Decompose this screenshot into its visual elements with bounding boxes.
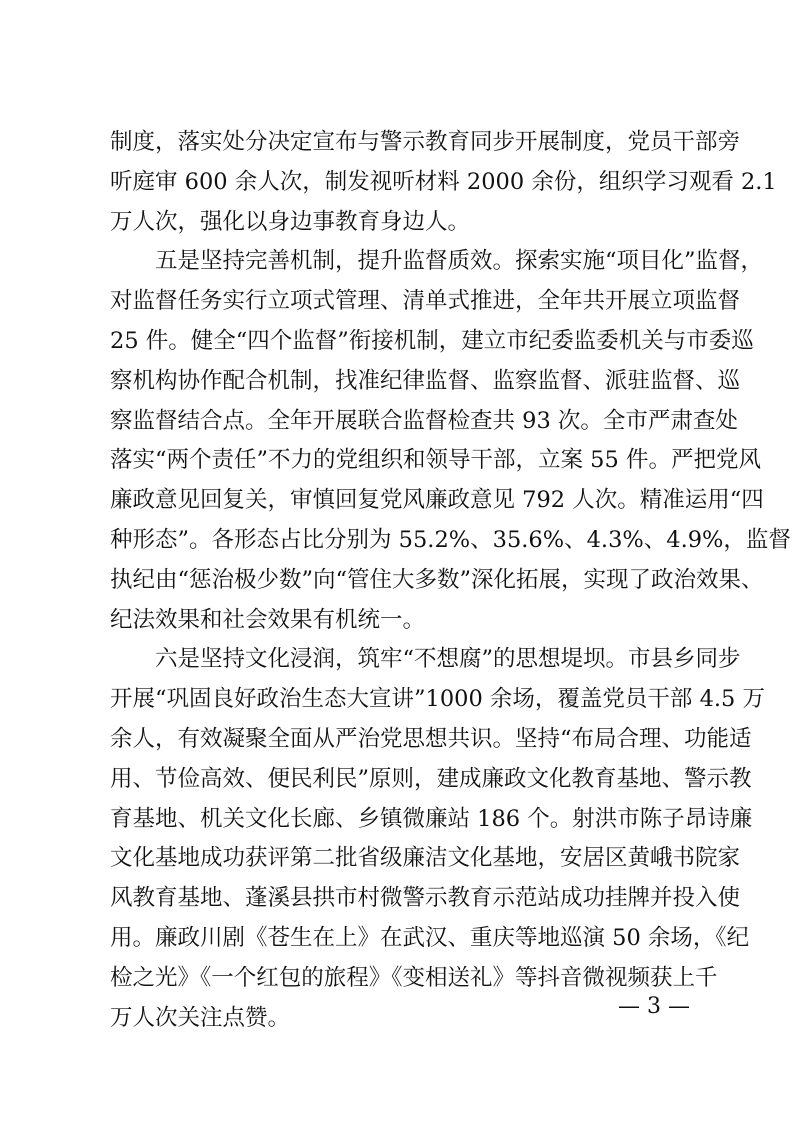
paragraph-line-1: 制度，落实处分决定宣布与警示教育同步开展制度，党员干部旁: [110, 129, 741, 155]
paragraph-line-3: 万人次，强化以身边事教育身边人。: [110, 208, 471, 235]
paragraph-line-17: 用、节俭高效、便民利民”原则，建成廉政文化教育基地、警示教: [110, 765, 752, 792]
paragraph-line-11: 种形态”。各形态占比分别为 55.2%、35.6%、4.3%、4.9%，监督: [110, 527, 791, 553]
paragraph-line-20: 风教育基地、蓬溪县拱市村微警示教育示范站成功挂牌并投入使: [110, 885, 741, 912]
paragraph-line-22: 检之光》《一个红包的旅程》《变相送礼》等抖音微视频获上千: [110, 964, 718, 991]
paragraph-line-5: 对监督任务实行立项式管理、清单式推进，全年共开展立项监督: [110, 288, 741, 315]
paragraph-line-13: 纪法效果和社会效果有机统一。: [110, 606, 426, 633]
paragraph-line-15: 开展“巩固良好政治生态大宣讲”1000 余场，覆盖党员干部 4.5 万: [110, 686, 766, 713]
paragraph-line-19: 文化基地成功获评第二批省级廉洁文化基地，安居区黄峨书院家: [110, 845, 741, 872]
paragraph-line-6: 25 件。健全“四个监督”衔接机制，建立市纪委监委机关与市委巡: [110, 328, 754, 354]
paragraph-line-12: 执纪由“惩治极少数”向“管住大多数”深化拓展，实现了政治效果、: [110, 566, 764, 593]
paragraph-line-2: 听庭审 600 余人次，制发视听材料 2000 余份，组织学习观看 2.1: [110, 168, 777, 195]
paragraph-line-21: 用。廉政川剧《苍生在上》在武汉、重庆等地巡演 50 余场，《纪: [110, 925, 750, 951]
paragraph-line-4: 五是坚持完善机制，提升监督质效。探索实施“项目化”监督，: [155, 248, 764, 275]
paragraph-line-18: 育基地、机关文化长廊、乡镇微廉站 186 个。射洪市陈子昂诗廉: [110, 805, 753, 832]
paragraph-line-8: 察监督结合点。全年开展联合监督检查共 93 次。全市严肃查处: [110, 407, 738, 434]
paragraph-line-9: 落实“两个责任”不力的党组织和领导干部，立案 55 件。严把党风: [110, 447, 761, 474]
page-number: — 3 —: [618, 994, 690, 1019]
paragraph-line-7: 察机构协作配合机制，找准纪律监督、监察监督、派驻监督、巡: [110, 367, 741, 394]
paragraph-line-16: 余人，有效凝聚全面从严治党思想共识。坚持“布局合理、功能适: [110, 726, 752, 752]
paragraph-line-23: 万人次关注点赞。: [110, 1004, 291, 1031]
paragraph-line-14: 六是坚持文化浸润，筑牢“不想腐”的思想堤坝。市县乡同步: [155, 646, 741, 673]
paragraph-line-10: 廉政意见回复关，审慎回复党风廉政意见 792 人次。精准运用“四: [110, 487, 764, 514]
